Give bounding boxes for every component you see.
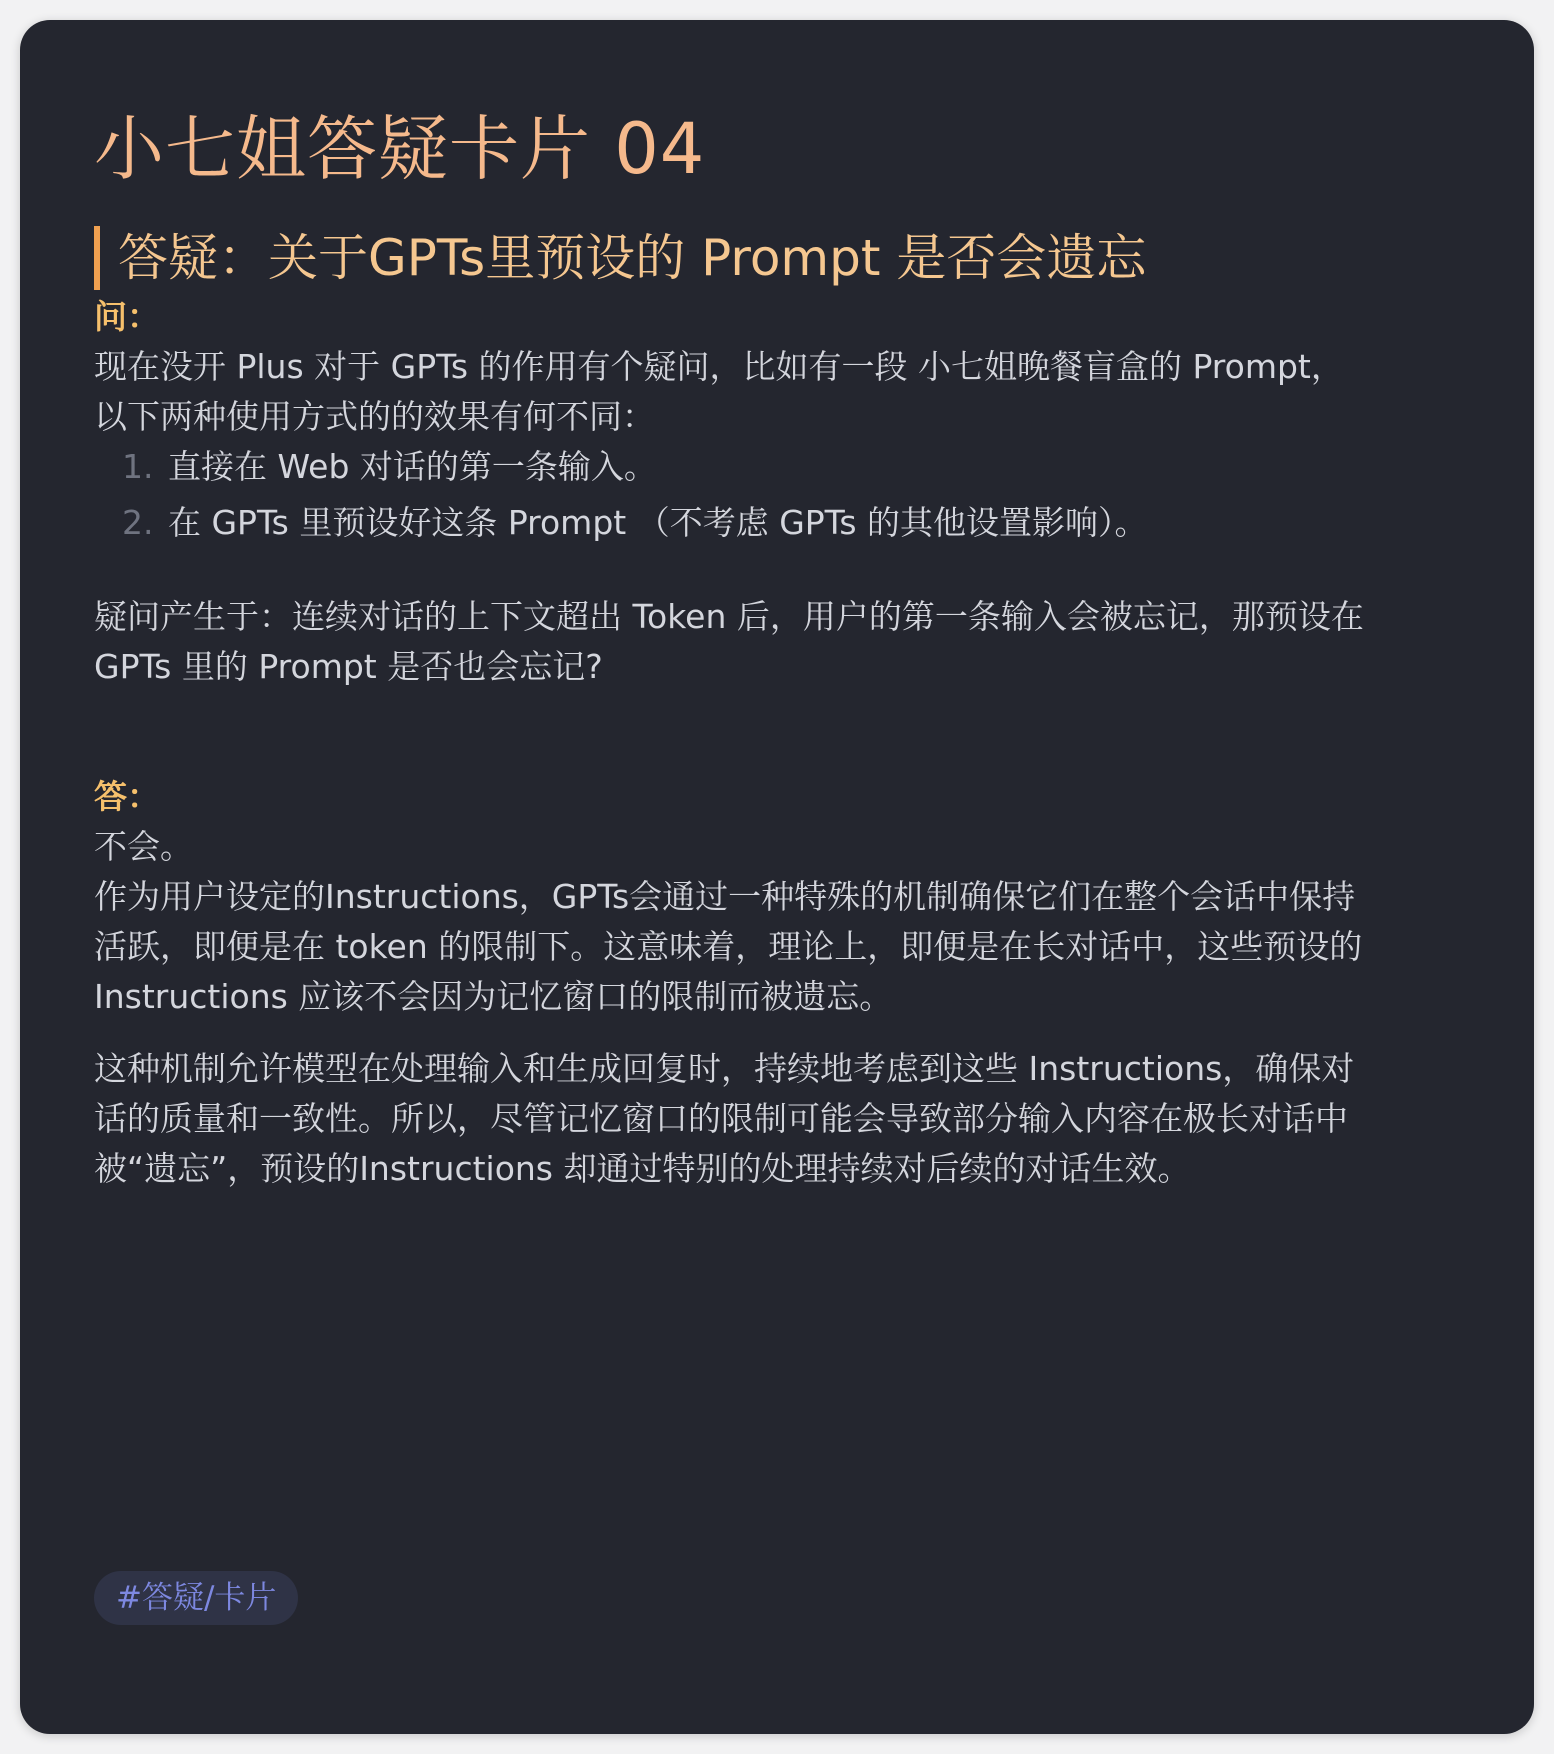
list-item	[94, 442, 1494, 498]
answer-paragraph-2	[94, 1044, 1494, 1194]
question-intro-line: 现在没开 Plus 对于 GPTs 的作用有个疑问，比如有一段 小七姐晚餐盲盒的 Prompt，	[94, 347, 1344, 386]
answer-line: 作为用户设定的Instructions，GPTs会通过一种特殊的机制确保它们在整个会话中保持	[94, 877, 1356, 916]
question-label: 问：	[94, 297, 160, 336]
answer-line: 这种机制允许模型在处理输入和生成回复时，持续地考虑到这些 Instructions，确保对	[94, 1049, 1355, 1088]
answer-short: 不会。	[94, 827, 193, 866]
doubt-line: GPTs 里的 Prompt 是否也会忘记?	[94, 647, 603, 686]
answer-line: 话的质量和一致性。所以，尽管记忆窗口的限制可能会导致部分输入内容在极长对话中	[94, 1099, 1348, 1138]
answer-line: Instructions 应该不会因为记忆窗口的限制而被遗忘。	[94, 977, 893, 1016]
answer-section	[94, 772, 1494, 1022]
doubt-line: 疑问产生于：连续对话的上下文超出 Token 后，用户的第一条输入会被忘记，那预设在	[94, 597, 1364, 636]
usage-list	[94, 442, 1494, 554]
card-subtitle: 答疑：关于GPTs里预设的 Prompt 是否会遗忘	[94, 226, 1146, 290]
qa-card	[20, 20, 1534, 1734]
card-title: 小七姐答疑卡片 04	[94, 108, 706, 190]
list-item	[94, 498, 1494, 554]
list-item-text: 直接在 Web 对话的第一条输入。	[168, 447, 657, 486]
question-intro-line: 以下两种使用方式的的效果有何不同：	[94, 397, 655, 436]
list-item-number: 1.	[122, 447, 154, 486]
question-section	[94, 292, 1494, 554]
tag-chip[interactable]: #答疑/卡片	[94, 1571, 298, 1625]
list-item-number: 2.	[122, 503, 154, 542]
question-doubt	[94, 592, 1494, 692]
answer-line: 活跃，即便是在 token 的限制下。这意味着，理论上，即便是在长对话中，这些预设的	[94, 927, 1363, 966]
answer-label: 答：	[94, 777, 160, 816]
answer-line: 被“遗忘”，预设的Instructions 却通过特别的处理持续对后续的对话生效。	[94, 1149, 1191, 1188]
list-item-text: 在 GPTs 里预设好这条 Prompt （不考虑 GPTs 的其他设置影响）。	[168, 503, 1148, 542]
